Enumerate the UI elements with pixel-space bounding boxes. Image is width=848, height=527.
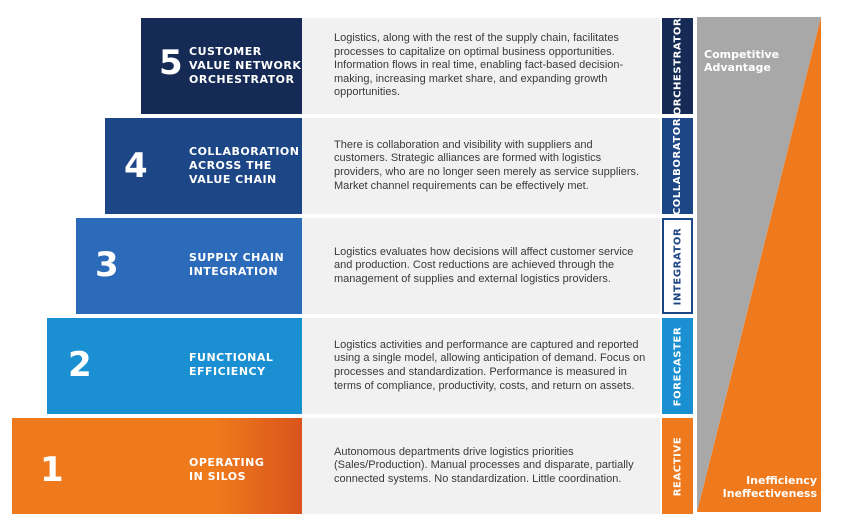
level-1-description-text: Autonomous departments drive logistics priorities (Sales/Production). Manual processes and disparate, partially connected systems. No standardization. Little coordination. bbox=[334, 445, 634, 485]
level-5-block bbox=[141, 18, 302, 114]
gauge-bottom-label: Inefficiency Ineffectiveness bbox=[722, 474, 817, 500]
level-5-title: CUSTOMER VALUE NETWORK ORCHESTRATOR bbox=[189, 45, 302, 86]
level-4-block bbox=[105, 118, 302, 214]
level-4-role-tab bbox=[662, 118, 693, 214]
level-4-description-text: There is collaboration and visibility with suppliers and customers. Strategic alliances are formed with logistics providers, who are no longer seen merely as service suppliers. Market channel requirements can be effectively met. bbox=[334, 138, 640, 192]
level-1-role-tab bbox=[662, 418, 693, 514]
level-4-description bbox=[302, 118, 660, 214]
level-1-description bbox=[302, 418, 660, 514]
level-2-role-label: FORECASTER bbox=[672, 326, 683, 406]
level-3-role-label: INTEGRATOR bbox=[672, 227, 684, 305]
gauge-top-label: Competitive Advantage bbox=[704, 48, 780, 74]
level-5-description bbox=[302, 18, 660, 114]
level-2-title: FUNCTIONAL EFFICIENCY bbox=[189, 351, 274, 378]
level-4-title: COLLABORATION ACROSS THE VALUE CHAIN bbox=[189, 145, 300, 186]
level-2-number: 2 bbox=[68, 345, 92, 385]
level-1-role-label: REACTIVE bbox=[672, 436, 683, 496]
level-5-role-label: ORCHESTRATOR bbox=[672, 17, 683, 115]
level-5-role-tab bbox=[662, 18, 693, 114]
level-1-number: 1 bbox=[40, 450, 64, 490]
level-3-title: SUPPLY CHAIN INTEGRATION bbox=[189, 251, 285, 278]
level-5-description-text: Logistics, along with the rest of the supply chain, facilitates processes to capitalize on optimal business opportunities. Information flows in real time, enabling fact-based decision-making, increasing market share, and expanding growth opportunities. bbox=[334, 32, 624, 99]
level-3-role-tab bbox=[662, 218, 693, 314]
level-3-description bbox=[302, 218, 660, 314]
level-2-description bbox=[302, 318, 660, 414]
level-2-block bbox=[47, 318, 302, 414]
level-3-number: 3 bbox=[95, 245, 119, 285]
level-3-block bbox=[76, 218, 302, 314]
level-2-role-tab bbox=[662, 318, 693, 414]
level-5-number: 5 bbox=[159, 43, 183, 83]
level-3-description-text: Logistics evaluates how decisions will affect customer service and production. Cost reductions are achieved through the management of supplies and external logistics providers. bbox=[334, 245, 634, 285]
level-1-block bbox=[12, 418, 302, 514]
level-2-description-text: Logistics activities and performance are captured and reported using a single model, allowing anticipation of demand. Focus on processes and standardization. Performance is measured in terms of compliance, productivity, costs, and return on assets. bbox=[334, 338, 646, 392]
maturity-gauge bbox=[697, 17, 821, 512]
level-1-title: OPERATING IN SILOS bbox=[189, 456, 265, 483]
level-4-role-label: COLLABORATOR bbox=[672, 117, 683, 215]
level-4-number: 4 bbox=[124, 146, 148, 186]
